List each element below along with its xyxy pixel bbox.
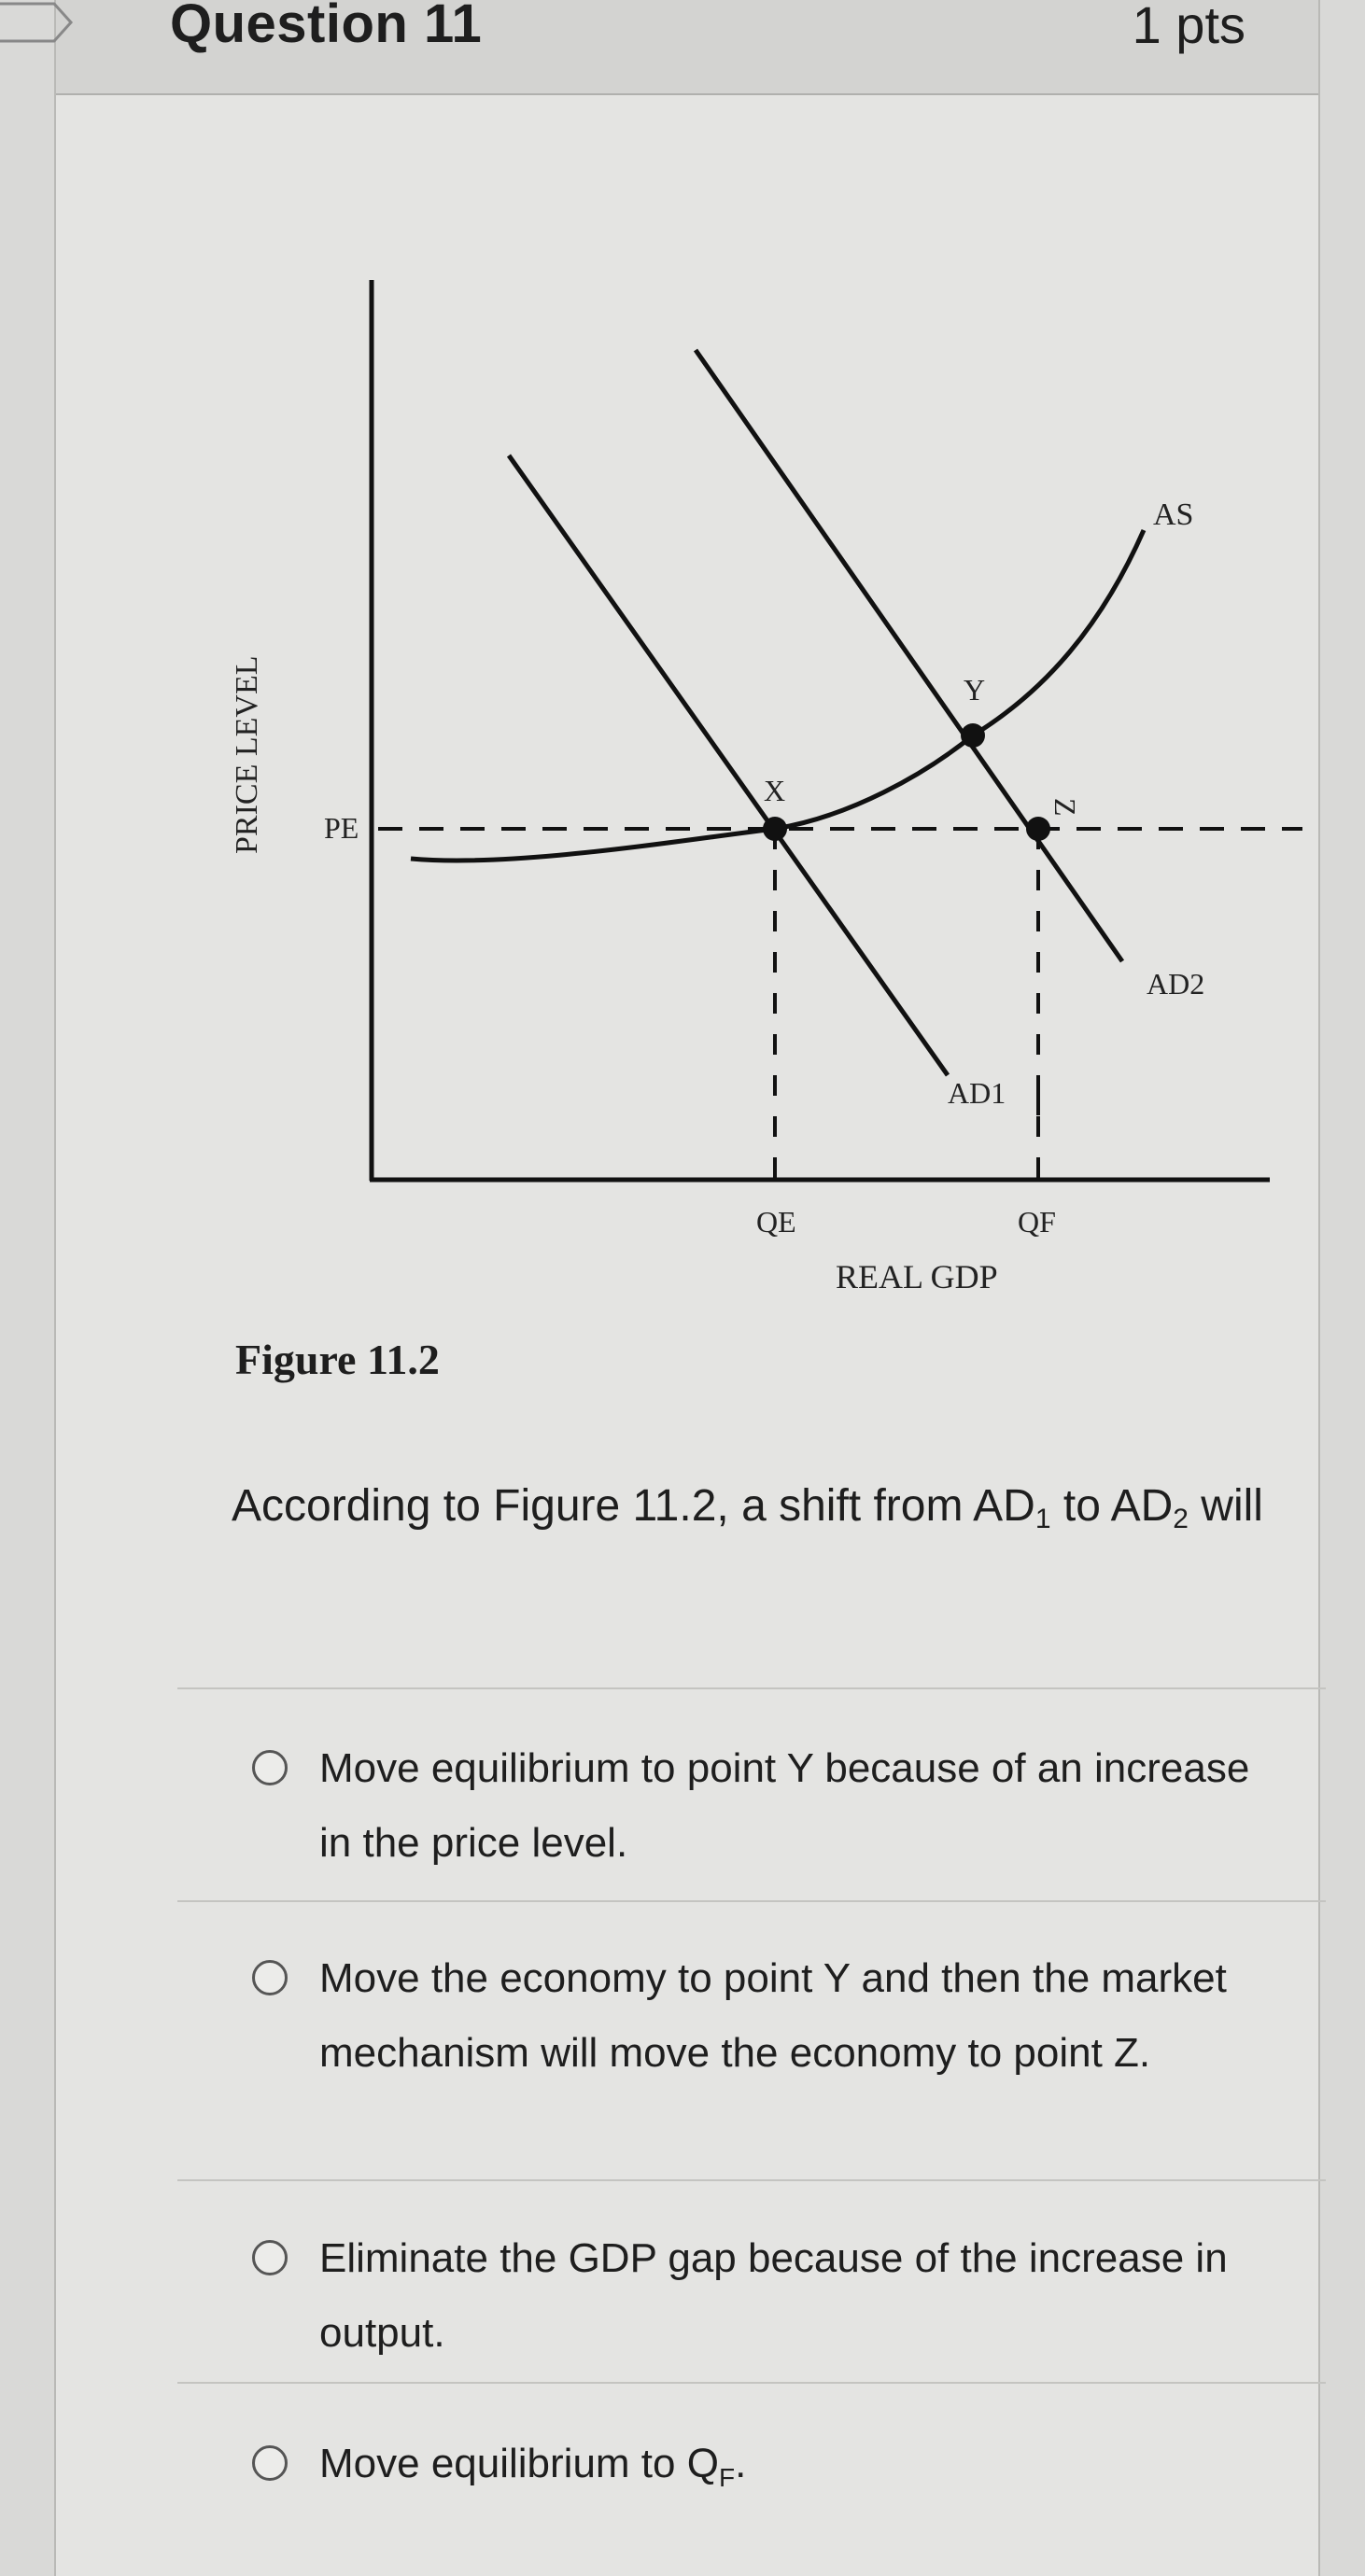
answer-text: Move equilibrium to point Y because of an increase in the price level. bbox=[319, 1745, 1250, 1866]
question-card bbox=[54, 0, 1320, 2576]
answer-text: Move equilibrium to $Q_F$. bbox=[319, 2441, 747, 2492]
question-title: Question 11 bbox=[170, 0, 483, 54]
ad1-label: AD1 bbox=[948, 1076, 1006, 1110]
radio-button[interactable] bbox=[252, 2240, 288, 2275]
divider bbox=[177, 2382, 1326, 2384]
divider bbox=[177, 2179, 1326, 2181]
qe-label: QE bbox=[756, 1205, 796, 1239]
as-label: AS bbox=[1153, 497, 1194, 532]
ad2-label: AD2 bbox=[1147, 967, 1205, 1001]
answer-text: Move the economy to point Y and then the market mechanism will move the economy to point Z. bbox=[319, 1955, 1227, 2076]
answer-option-4[interactable] bbox=[252, 2427, 1335, 2515]
answer-option-1[interactable] bbox=[252, 1731, 1335, 1881]
point-x-label: X bbox=[764, 774, 786, 807]
question-header bbox=[56, 0, 1318, 95]
point-z-label: Z bbox=[1048, 798, 1082, 817]
as-curve bbox=[411, 530, 1144, 861]
x-axis-label: REAL GDP bbox=[836, 1258, 998, 1295]
ad2-line bbox=[696, 350, 1122, 961]
figure-caption: Figure 11.2 bbox=[235, 1336, 440, 1383]
question-text: According to Figure 11.2, a shift from $AD_1$ to $AD_2$ will bbox=[232, 1481, 1263, 1534]
divider bbox=[177, 1900, 1326, 1902]
ad1-line bbox=[509, 455, 948, 1075]
y-axis-label: PRICE LEVEL bbox=[230, 655, 264, 854]
point-x-marker bbox=[763, 817, 787, 841]
radio-button[interactable] bbox=[252, 1750, 288, 1785]
point-y-marker bbox=[961, 723, 985, 748]
answer-text: Eliminate the GDP gap because of the increase in output. bbox=[319, 2235, 1228, 2356]
question-points: 1 pts bbox=[1132, 0, 1245, 54]
point-y-label: Y bbox=[964, 673, 986, 707]
radio-button[interactable] bbox=[252, 2445, 288, 2481]
point-z-marker bbox=[1026, 817, 1050, 841]
economics-figure bbox=[177, 252, 1335, 1297]
answer-option-2[interactable] bbox=[252, 1941, 1335, 2091]
divider bbox=[177, 1687, 1326, 1689]
corner-bracket-icon bbox=[0, 0, 75, 45]
answer-option-3[interactable] bbox=[252, 2221, 1335, 2371]
radio-button[interactable] bbox=[252, 1960, 288, 1995]
pe-label: PE bbox=[324, 811, 359, 845]
qf-label: QF bbox=[1018, 1205, 1056, 1239]
